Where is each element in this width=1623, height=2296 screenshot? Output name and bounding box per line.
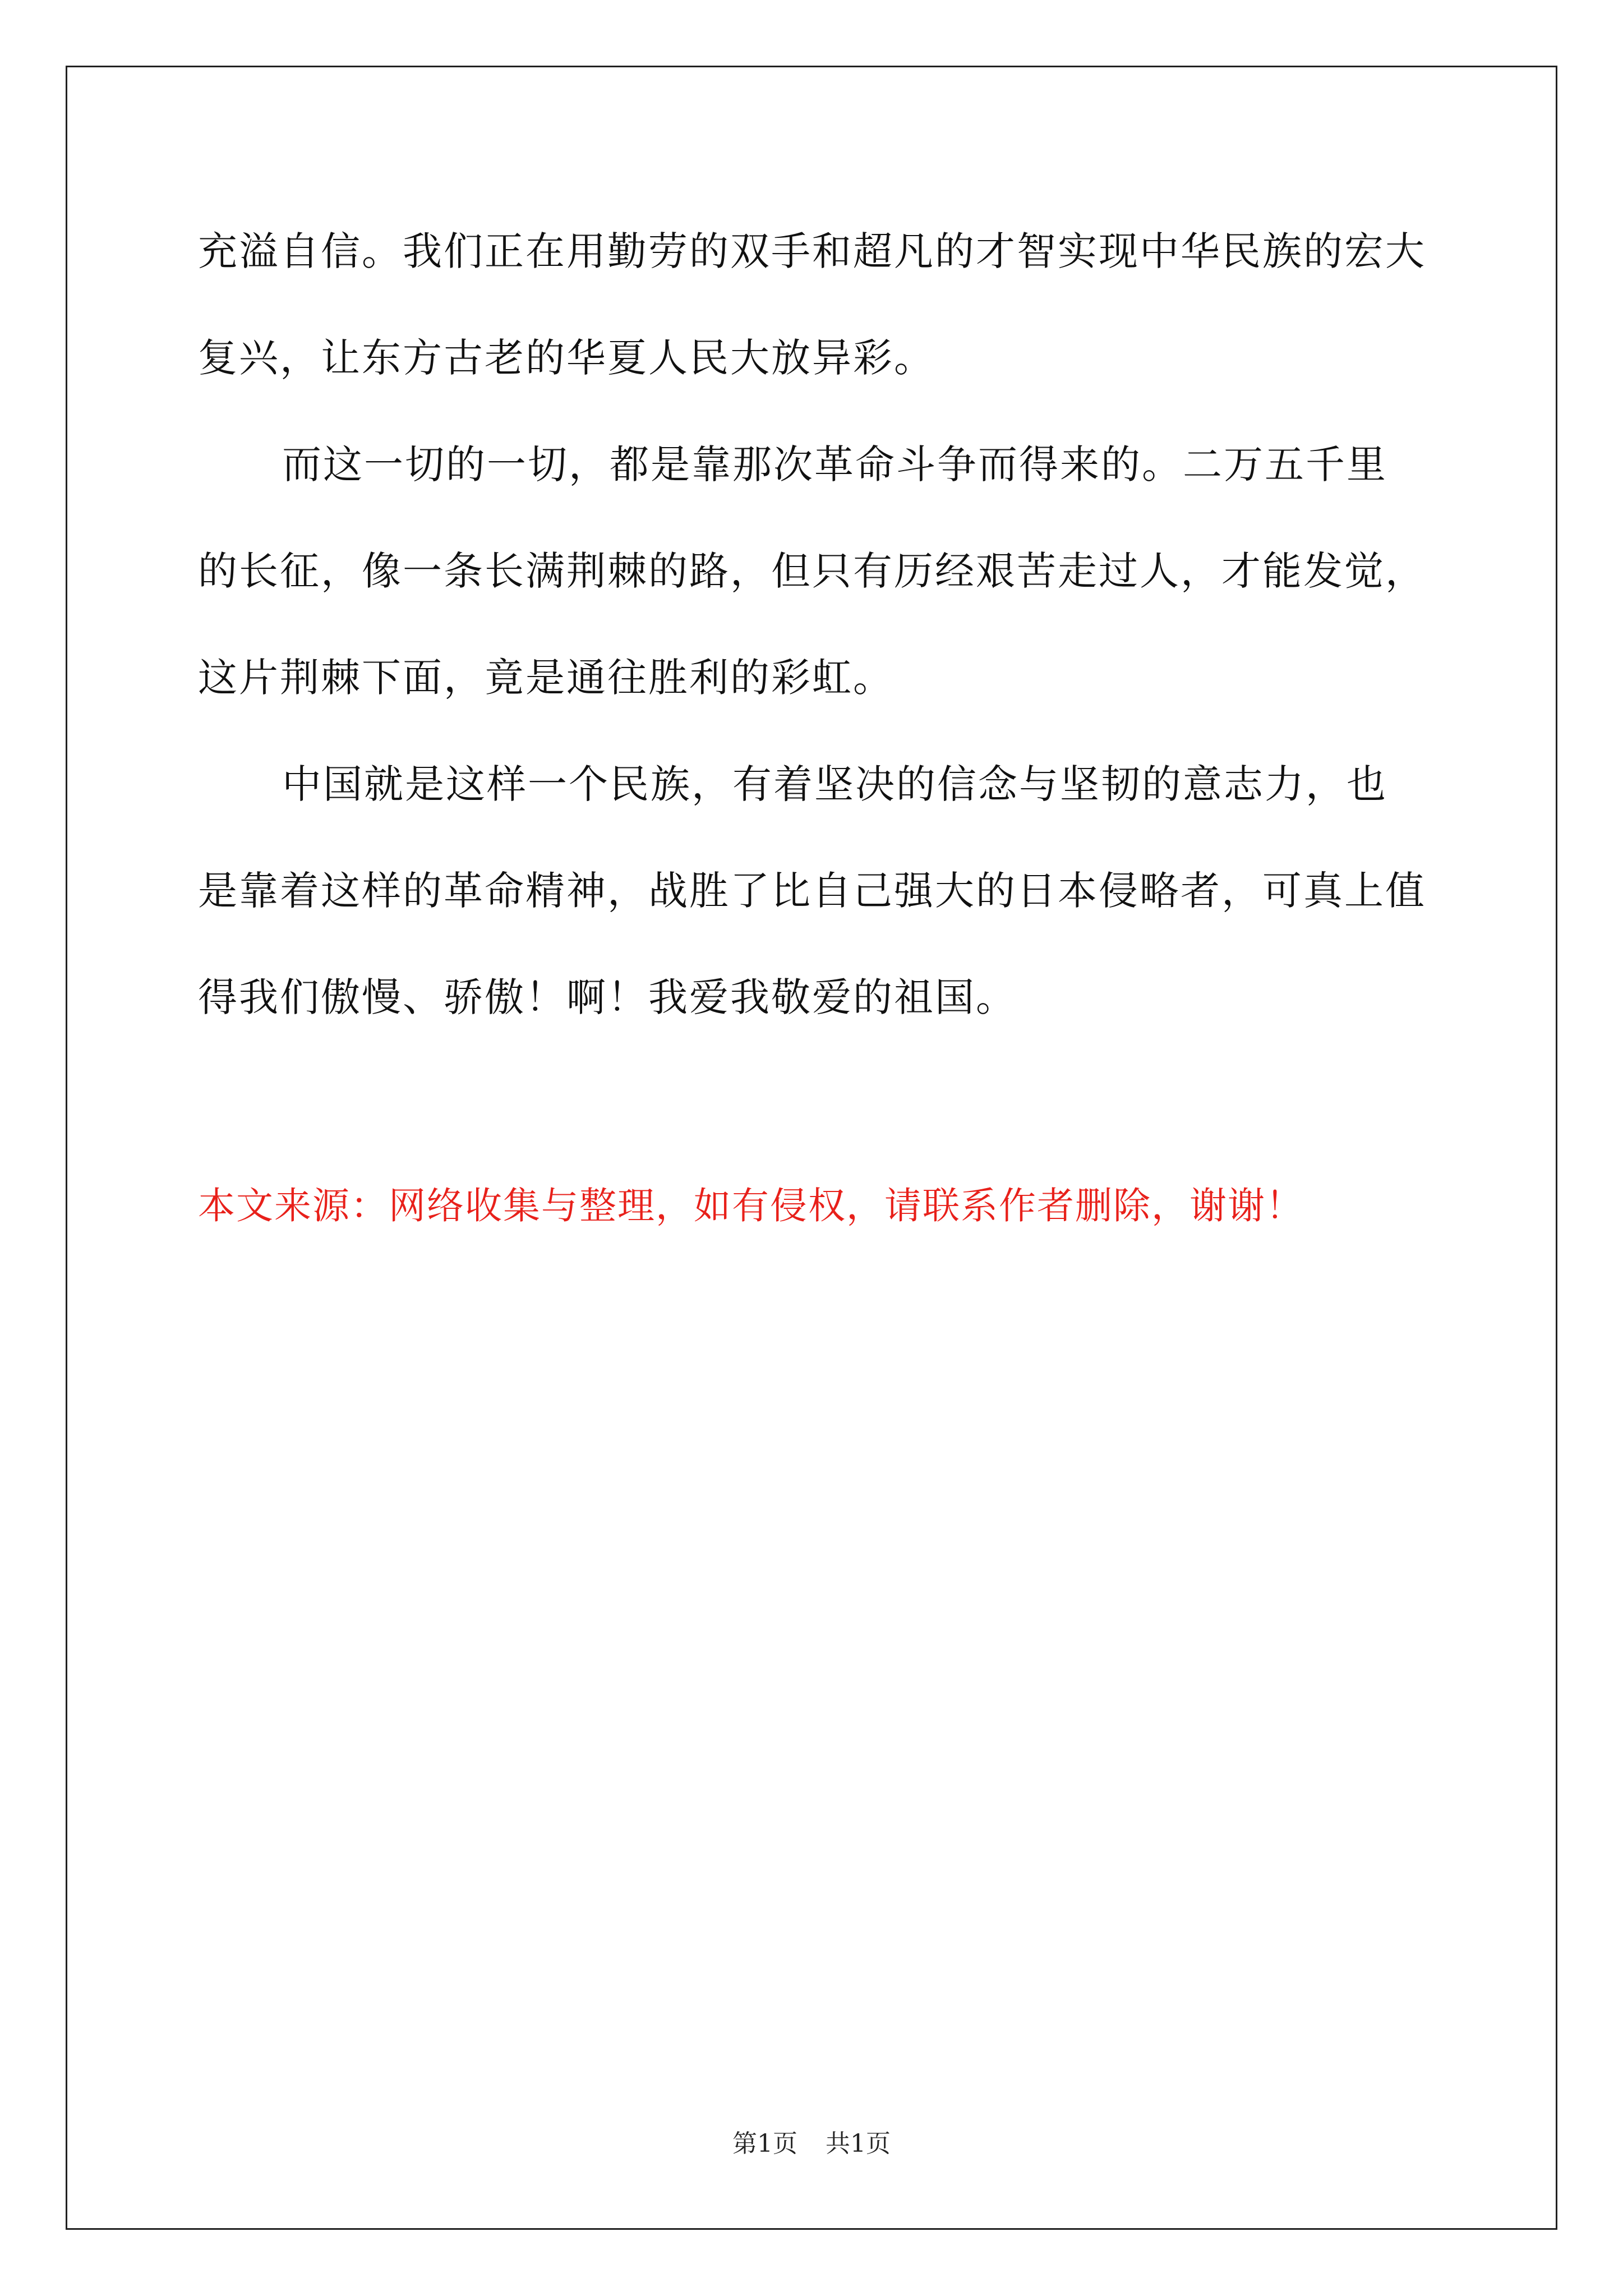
body-paragraph-1: 充溢自信。我们正在用勤劳的双手和超凡的才智实现中华民族的宏大复兴，让东方古老的华夏人民大放异彩。 (198, 228, 1426, 381)
page-footer (0, 2123, 1623, 2159)
body-paragraph-3: 中国就是这样一个民族，有着坚决的信念与坚韧的意志力，也是靠着这样的革命精神，战胜了比自己强大的日本侵略者，可真上值得我们傲慢、骄傲！啊！我爱我敬爱的祖国。 (198, 761, 1426, 1020)
page-number-current: 第1页 (732, 2129, 797, 2158)
page-number-total: 共1页 (826, 2129, 891, 2158)
body-paragraph-2: 而这一切的一切，都是靠那次革命斗争而得来的。二万五千里的长征，像一条长满荆棘的路，但只有历经艰苦走过人，才能发觉，这片荆棘下面，竟是通往胜利的彩虹。 (198, 441, 1426, 701)
source-disclaimer: 本文来源：网络收集与整理，如有侵权，请联系作者删除，谢谢！ (198, 1184, 1304, 1227)
